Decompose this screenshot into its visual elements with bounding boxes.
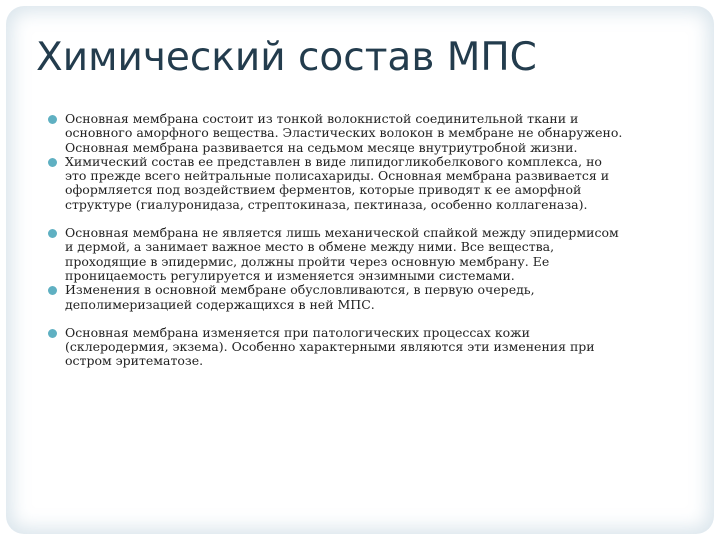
bullet-dot-icon (48, 329, 57, 338)
bullet-line: это прежде всего нейтральные полисахариды. Основная мембрана развивается и (65, 168, 610, 184)
bullet-dot-icon (48, 115, 57, 124)
bullet-item-4 (48, 283, 688, 312)
bullet-item-1 (48, 112, 688, 155)
bullet-line: проходящие в эпидермис, должны пройти через основную мембрану. Ее (65, 253, 550, 269)
bullet-line: остром эритематозе. (65, 353, 204, 369)
page-title: Химический состав МПС (36, 35, 537, 80)
bullet-line: Основная мембрана состоит из тонкой волокнистой соединительной ткани и (65, 111, 579, 126)
bullet-list (48, 112, 688, 369)
bullet-line: структуре (гиалуронидаза, стрептокиназа, пектиназа, особенно коллагеназа). (65, 196, 588, 212)
bullet-line: и дермой, а занимает важное место в обмене между ними. Все вещества, (65, 239, 555, 255)
bullet-dot-icon (48, 229, 57, 238)
bullet-line: основного аморфного вещества. Эластических волокон в мембране не обнаружено. (65, 125, 623, 141)
bullet-dot-icon (48, 158, 57, 167)
bullet-item-2 (48, 155, 688, 212)
bullet-line: Основная мембрана изменяется при патологических процессах кожи (65, 324, 531, 340)
bullet-line: (склеродермия, экзема). Особенно характерными являются эти изменения при (65, 339, 595, 355)
bullet-line: Основная мембрана развивается на седьмом месяце внутриутробной жизни. (65, 139, 578, 155)
bullet-item-3 (48, 226, 688, 283)
bullet-line: проницаемость регулируется и изменяется энзимными системами. (65, 267, 515, 283)
bullet-dot-icon (48, 286, 57, 295)
bullet-line: оформляется под воздействием ферментов, которые приводят к ее аморфной (65, 182, 582, 198)
bullet-line: деполимеризацией содержащихся в ней МПС. (65, 296, 375, 312)
bullet-line: Изменения в основной мембране обусловливаются, в первую очередь, (65, 282, 535, 298)
bullet-item-5 (48, 326, 688, 369)
bullet-line: Химический состав ее представлен в виде липидогликобелкового комплекса, но (65, 153, 602, 169)
bullet-line: Основная мембрана не является лишь механической спайкой между эпидермисом (65, 225, 619, 241)
